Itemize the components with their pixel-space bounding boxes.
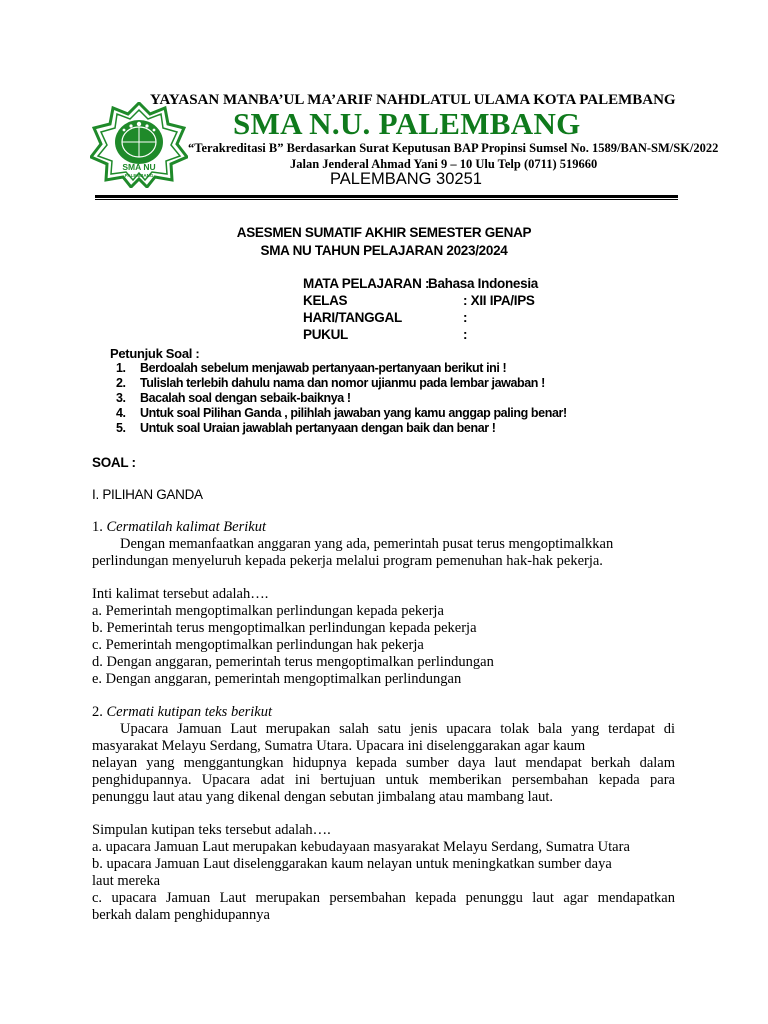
answer-option: berkah dalam penghidupannya bbox=[92, 907, 270, 923]
question-instruction: Cermatilah kalimat Berikut bbox=[106, 519, 266, 535]
soal-heading: SOAL : bbox=[92, 455, 136, 470]
logo-emblem bbox=[91, 103, 187, 187]
header-divider-thin bbox=[95, 199, 678, 200]
question-2-passage: nelayan yang menggantungkan hidupnya kepada sumber daya laut mendapat berkah dalam bbox=[92, 755, 675, 771]
instruction-text: Tulislah terlebih dahulu nama dan nomor ujianmu pada lembar jawaban ! bbox=[140, 376, 545, 390]
answer-option: a. Pemerintah mengoptimalkan perlindungan kepada pekerja bbox=[92, 603, 444, 619]
subject-value: Bahasa Indonesia bbox=[428, 276, 538, 291]
answer-option: b. Pemerintah terus mengoptimalkan perlindungan kepada pekerja bbox=[92, 620, 477, 636]
question-number: 1. bbox=[92, 519, 103, 535]
class-label: KELAS bbox=[303, 293, 348, 308]
question-2-text: Simpulan kutipan teks tersebut adalah…. bbox=[92, 822, 331, 838]
instruction-item bbox=[116, 421, 496, 435]
question-2-prompt bbox=[92, 704, 272, 721]
subject-label: MATA PELAJARAN : bbox=[303, 276, 430, 291]
multiple-choice-heading: I. PILIHAN GANDA bbox=[92, 487, 203, 502]
header-divider-thick bbox=[95, 195, 678, 198]
instruction-text: Berdoalah sebelum menjawab pertanyaan-pertanyaan berikut ini ! bbox=[140, 361, 507, 375]
instruction-item bbox=[116, 376, 545, 390]
question-1-prompt bbox=[92, 519, 266, 536]
exam-title: ASESMEN SUMATIF AKHIR SEMESTER GENAP bbox=[236, 225, 532, 240]
question-1-text: Inti kalimat tersebut adalah…. bbox=[92, 586, 269, 602]
answer-option: laut mereka bbox=[92, 873, 161, 889]
time-value: : bbox=[463, 327, 468, 342]
question-2-passage: Upacara Jamuan Laut merupakan salah satu jenis upacara tolak bala yang terdapat di bbox=[120, 721, 675, 737]
answer-option: b. upacara Jamuan Laut diselenggarakan kaum nelayan untuk meningkatkan sumber daya bbox=[92, 856, 612, 872]
instruction-item bbox=[116, 361, 506, 375]
question-1-passage: perlindungan menyeluruh kepada pekerja melalui program pemenuhan hak-hak pekerja. bbox=[92, 553, 603, 569]
school-name: SMA N.U. PALEMBANG bbox=[233, 106, 581, 141]
answer-option: d. Dengan anggaran, pemerintah terus mengoptimalkan perlindungan bbox=[92, 654, 494, 670]
instruction-number: 1. bbox=[116, 361, 126, 375]
exam-subtitle: SMA NU TAHUN PELAJARAN 2023/2024 bbox=[260, 243, 508, 258]
class-value: : XII IPA/IPS bbox=[463, 293, 535, 308]
logo-subtext: PALEMBANG bbox=[124, 173, 154, 178]
question-instruction: Cermati kutipan teks berikut bbox=[106, 704, 273, 720]
school-address: Jalan Jenderal Ahmad Yani 9 – 10 Ulu Telp (0711) 519660 bbox=[290, 157, 598, 171]
instruction-item bbox=[116, 406, 567, 420]
question-2-passage: penghidupannya. Upacara adat ini bertujuan untuk memberikan persembahan kepada para bbox=[92, 772, 675, 788]
answer-option: c. Pemerintah mengoptimalkan perlindungan hak pekerja bbox=[92, 637, 424, 653]
instruction-item bbox=[116, 391, 351, 405]
logo-text: SMA NU bbox=[122, 162, 156, 172]
instruction-text: Untuk soal Uraian jawablah pertanyaan dengan baik dan benar ! bbox=[140, 421, 496, 435]
question-1-passage: Dengan memanfaatkan anggaran yang ada, pemerintah pusat terus mengoptimalkkan bbox=[120, 536, 614, 552]
instruction-number: 2. bbox=[116, 376, 126, 390]
question-number: 2. bbox=[92, 704, 103, 720]
instruction-number: 5. bbox=[116, 421, 126, 435]
instruction-number: 3. bbox=[116, 391, 126, 405]
foundation-name: YAYASAN MANBA’UL MA’ARIF NAHDLATUL ULAMA KOTA PALEMBANG bbox=[150, 92, 676, 108]
time-label: PUKUL bbox=[303, 327, 348, 342]
answer-option: c. upacara Jamuan Laut merupakan persembahan kepada penunggu laut agar mendapatkan bbox=[92, 890, 675, 906]
instructions-heading: Petunjuk Soal : bbox=[110, 346, 200, 361]
question-2-passage: masyarakat Melayu Serdang, Sumatra Utara. Upacara ini diselenggarakan agar kaum bbox=[92, 738, 586, 754]
instruction-text: Bacalah soal dengan sebaik-baiknya ! bbox=[140, 391, 351, 405]
accreditation-text: “Terakreditasi B” Berdasarkan Surat Keputusan BAP Propinsi Sumsel No. 1589/BAN-SM/SK/2022 bbox=[188, 141, 719, 155]
answer-option: a. upacara Jamuan Laut merupakan kebudayaan masyarakat Melayu Serdang, Sumatra Utara bbox=[92, 839, 630, 855]
date-label: HARI/TANGGAL bbox=[303, 310, 402, 325]
instruction-number: 4. bbox=[116, 406, 126, 420]
instruction-text: Untuk soal Pilihan Ganda , pilihlah jawaban yang kamu anggap paling benar! bbox=[140, 406, 567, 420]
school-city: PALEMBANG 30251 bbox=[330, 170, 482, 188]
question-2-passage: penunggu laut atau yang dikenal dengan sebutan jimbalang atau mambang laut. bbox=[92, 789, 554, 805]
date-value: : bbox=[463, 310, 468, 325]
school-logo bbox=[90, 102, 188, 188]
answer-option: e. Dengan anggaran, pemerintah mengoptimalkan perlindungan bbox=[92, 671, 462, 687]
